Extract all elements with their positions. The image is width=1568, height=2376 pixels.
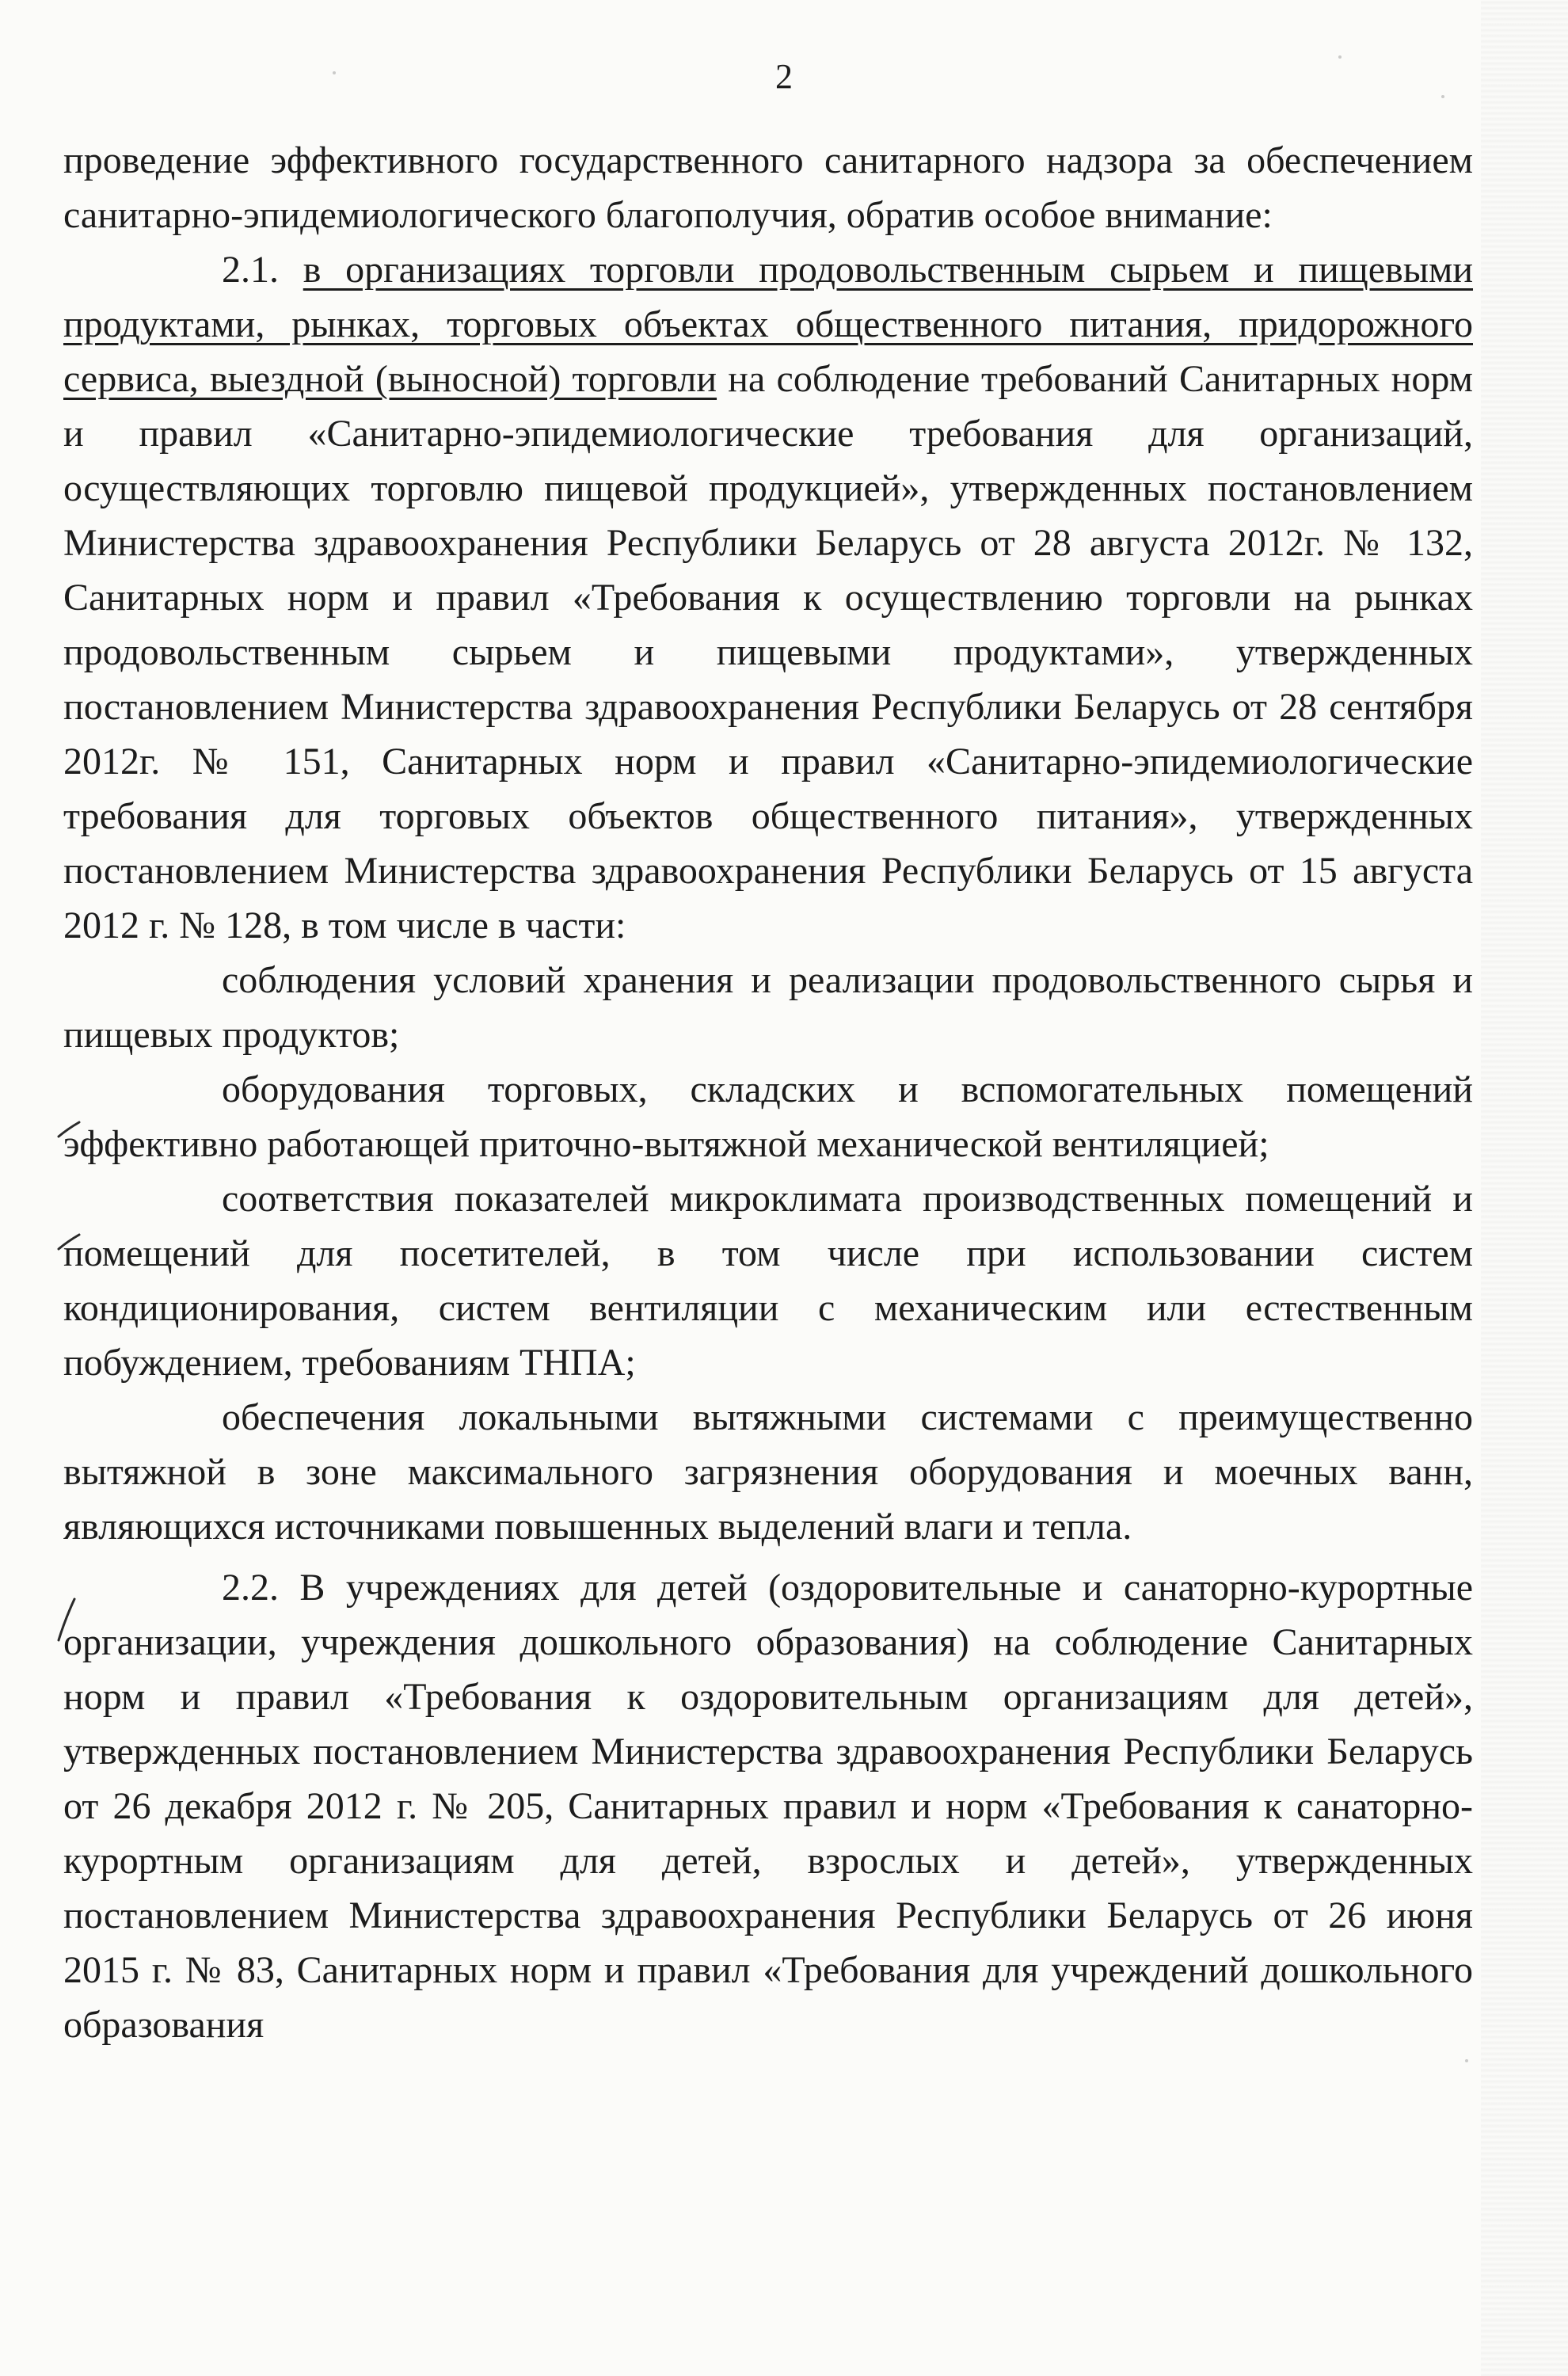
pen-tick-mark-icon (54, 1105, 86, 1152)
scan-speck (1441, 95, 1444, 98)
scan-edge-noise (1481, 0, 1568, 2376)
scan-speck (1338, 55, 1342, 59)
section-number: 2.2. (222, 1567, 279, 1609)
scan-speck (1465, 2059, 1468, 2062)
list-item-microclimate: соответствия показателей микроклимата производственных помещений и помещений для посетителей, в том числе при использовании систем кондиционирования, систем вентиляции с механическим или естественным побуждением, требованиям ТНПА; (63, 1178, 1473, 1384)
list-item-local-exhaust: обеспечения локальными вытяжными системами с преимущественно вытяжной в зоне максимального загрязнения оборудования и моечных ванн, являющихся источниками повышенных выделений влаги и тепла. (63, 1396, 1473, 1548)
list-item-ventilation: оборудования торговых, складских и вспомогательных помещений эффективно работающей приточно-вытяжной механической вентиляцией; (63, 1068, 1473, 1165)
section-text: на соблюдение требований Санитарных норм и правил «Санитарно-эпидемиологические требования для организаций, осуществляющих торговлю пищевой продукцией», утвержденных постановлением Министерства здравоохранения Республики Беларусь от 28 августа 2012г. № 132, Санитарных норм и правил «Требования к осуществлению торговли на рынках продовольственным сырьем и пищевыми продуктами», утвержденных постановлением Министерства здравоохранения Республики Беларусь от 28 сентября 2012г. № 151, Санитарных норм и правил «Санитарно-эпидемиологические требования для торговых объектов общественного питания», утвержденных постановлением Министерства здравоохранения Республики Беларусь от 15 августа 2012 г. № 128, в том числе в части: (63, 358, 1474, 946)
scan-speck (333, 71, 336, 74)
section-number: 2.1. (222, 249, 279, 291)
list-item-storage: соблюдения условий хранения и реализации продовольственного сырья и пищевых продуктов; (63, 959, 1473, 1056)
underlined-phrase: в организациях торговли продовольственным сырьем и пищевыми продуктами, рынках, торговых объектах общественного питания, придорожного сервиса, выездной (выносной) торговли (63, 249, 1474, 400)
section-text: В учреждениях для детей (оздоровительные и санаторно-курортные организации, учреждения дошкольного образования) на соблюдение Санитарных норм и правил «Требования к оздоровительным организациям для детей», утвержденных постановлением Министерства здравоохранения Республики Беларусь от 26 декабря 2012 г. № 205, Санитарных правил и норм «Требования к санаторно-курортным организациям для детей, взрослых и детей», утвержденных постановлением Министерства здравоохранения Республики Беларусь от 26 июня 2015 г. № 83, Санитарных норм и правил «Требования для учреждений дошкольного образования (63, 1567, 1473, 2046)
page-number: 2 (775, 57, 793, 96)
document-body (63, 133, 1473, 2052)
pen-tick-mark-icon (51, 1596, 82, 1643)
intro-paragraph: проведение эффективного государственного санитарного надзора за обеспечением санитарно-эпидемиологического благополучия, обратив особое внимание: (63, 139, 1473, 236)
section-2-2-paragraph (63, 1560, 1473, 2052)
pen-tick-mark-icon (54, 1216, 86, 1263)
section-2-1-paragraph (63, 242, 1473, 953)
